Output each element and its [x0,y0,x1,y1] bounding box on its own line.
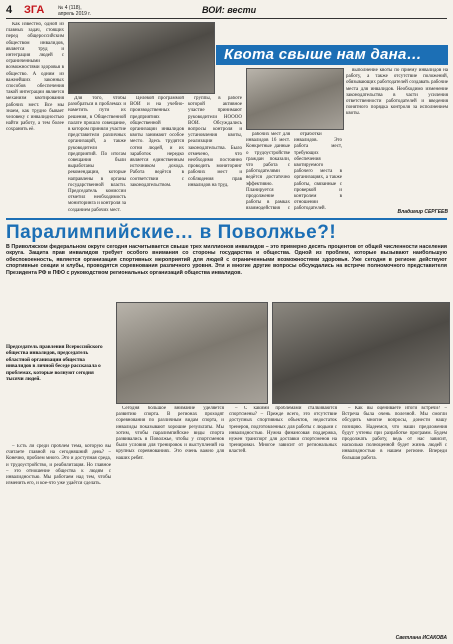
meeting-photo [68,22,215,94]
page-header [6,4,447,19]
article2-intro: Председатель правления Всероссийского общества инвалидов, председатель областной организации общества инвалидов в личной беседе рассказала о проблемах, которые волнуют сегодня тысячи людей. [6,344,103,383]
article1-title: Квота свыше нам дана… [224,46,422,63]
page-number: 4 [6,4,13,16]
article2-headline [6,222,447,244]
conference-photo [246,68,344,130]
paralympic-photo-speaker [272,302,450,404]
article1-col1: Как известно, одной из главных задач, стоящих перед общероссийским обществом инвалидов, является труд и интеграция людей с ограниченными возможностями здоровья в общество. А одним из важнейших законных способов обеспечения такой интеграции является механизм квотирования рабочих мест. Все мы знаем, как трудно бывает человеку с инвалидностью найти работу, а тем более сохранить её. [6,22,64,133]
article1-col5: рабочих мест для инвалидов 16 мест. Конкретные данные о трудоустройстве граждан показали, что работа с работодателями ведётся достаточно эффективно. Планируется продолжение работы в рамках взаимодействия с [246,132,290,212]
newspaper-logo: ЗГА [24,4,45,16]
issue-number: № 4 (118), [58,5,82,11]
article2-col3: – С какими проблемами сталкиваются спортсмены? – Прежде всего, это отсутствие доступных спортивных объектов, недостаток тренеров, подготовленных для работы с людьми с инвалидностью. Нужна финансовая поддержка, нужен транспорт для доставки спортсменов на тренировки. Многое зависит от региональных властей. [229,406,337,455]
article1-col3: Целевой программой ВОИ и на учебно-производственных предприятиях общественной организации инвалидов квоты занимают особое место. Здесь трудятся сотни людей, и их заработок нередко является единственным источником дохода. Работа ведётся в соответствии с законодательством. [130,96,184,188]
article2-col1: – Есть ли среди проблем тема, которую вы считаете главной на сегодняшний день? – Конечно, проблем много. Это и доступная среда, и трудоустройство, и реабилитация. Но главное – это отношение общества к людям с инвалидностью. Мы работаем над тем, чтобы изменить его, и кое-что уже удаётся сделать. [6,444,111,487]
article1-author: Владимир СЕРГЕЕВ [397,209,448,215]
article1-col2: Для того, чтобы разобраться в проблемах и наметить пути их решения, в Общественной палате прошло совещание, в котором приняли участие представители различных организаций, а также руководители предприятий. По итогам совещания были выработаны рекомендации, которые направлены в органы государственной власти. Председатель комиссии отметил необходимость мониторинга и контроля за созданием рабочих мест. [68,96,126,212]
article2-author: Светлана ИСАКОВА [395,635,447,641]
article1-headline [216,45,448,65]
article2-col4: – Как вы оцениваете итоги встречи? – Встреча была очень полезной. Мы смогли обсудить многие вопросы, донести нашу позицию. Надеемся, что наши предложения будут учтены при разработке программ. Будем продолжать работу, ведь от нас зависит, насколько полноценной будет жизнь людей с инвалидностью в нашем регионе. Впереди большая работа. [342,406,447,461]
article2-col2: Сегодня большое внимание уделяется развитию спорта. В регионах проходят соревнования по различным видам спорта, и инвалиды показывают хорошие результаты. Мы хотим, чтобы паралимпийские виды спорта развивались в Поволжье, чтобы у спортсменов были условия для тренировок и выступлений на крупных соревнованиях. Это очень важно для наших ребят. [116,406,224,461]
article1-col4: группы, в работе которой активное участие принимают руководители НОООО ВОИ. Обсуждались вопросы контроля и установления квоты, реализации законодательства. Было отмечено, что необходимо постоянно проводить мониторинг рабочих мест и соблюдения прав инвалидов на труд. [188,96,242,188]
section-divider [6,218,447,220]
article1-col6: отработки инвалидов. Это работа мест, требующих обеспечения квотируемого рабочего места в организациях, а также работы, связанные с проверкой и контролем в отношении работодателей. [294,132,342,212]
paralympic-photo-group [116,302,268,404]
issue-info [58,5,91,17]
article2-lead: В Приволжском федеральном округе сегодня насчитывается свыше трех миллионов инвалидов – это примерно десять процентов от общей численности населения округа. Защита прав инвалидов требует особого внимания со стороны государства и общества. Одной из проблем, которые вызывают наибольшую обеспокоенность, является организация спортивных мероприятий для людей с ограниченными возможностями здоровья. Уже сегодня в регионе действуют спортивные секции и клубы, проводятся соревнования различного уровня. Эти и многие другие вопросы обсуждались на встрече полномочного представителя Президента РФ в ПФО с руководством региональных организаций общества инвалидов. [6,244,447,276]
article2-title: Паралимпийские… в Поволжье?! [6,222,337,243]
issue-date: апрель 2019 г. [58,11,91,17]
article1-col7: выполнение квоты по приёму инвалидов на работу, а также отсутствие положений, обязывающих работодателей создавать рабочие места для инвалидов. Необходимо изменение законодательства в части усиления ответственности работодателей и введения понятного порядка контроля за исполнением квоты. [346,68,448,117]
section-title: ВОИ: вести [202,5,257,15]
